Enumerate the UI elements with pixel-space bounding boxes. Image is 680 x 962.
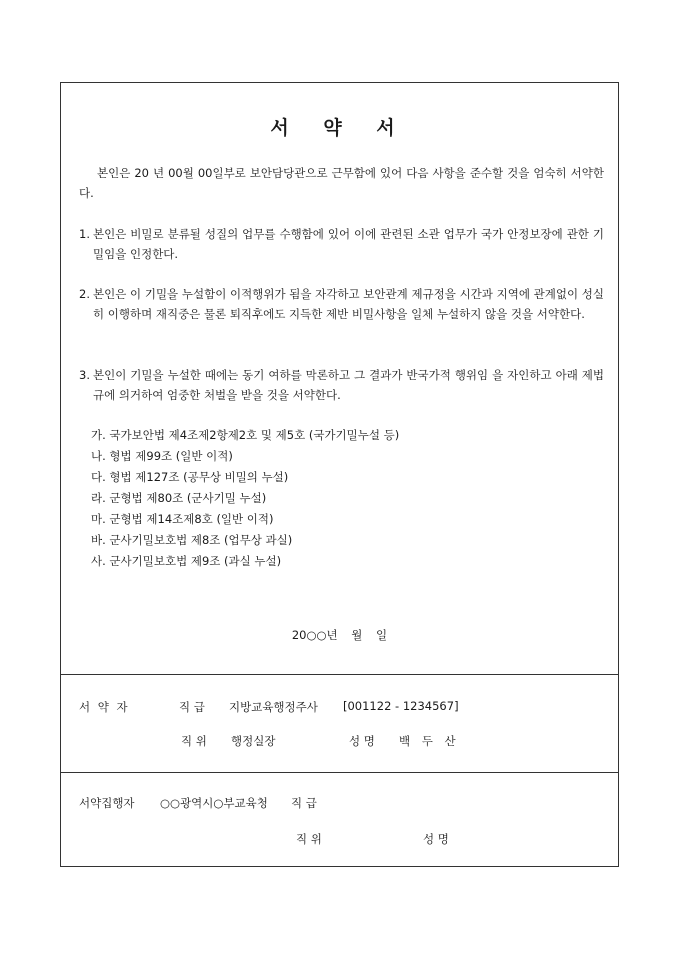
pledger-id-number: [001122 - 1234567] bbox=[343, 699, 459, 713]
law-item: 나. 형법 제99조 (일반 이적) bbox=[91, 449, 233, 463]
executor-section bbox=[61, 772, 618, 867]
executor-grade-label: 직 급 bbox=[291, 796, 317, 810]
pledge-item-2 bbox=[79, 284, 604, 324]
pledger-section bbox=[61, 674, 618, 773]
executor-label: 서약집행자 bbox=[79, 796, 135, 810]
pledger-position-label: 직 위 bbox=[181, 734, 207, 748]
item-number: 1. bbox=[79, 227, 90, 241]
item-text: 본인이 기밀을 누설한 때에는 동기 여하를 막론하고 그 결과가 반국가적 행위임 을 자인하고 아래 제법규에 의거하여 엄중한 처벌을 받을 것을 서약한다. bbox=[93, 368, 604, 402]
law-item: 가. 국가보안법 제4조제2항제2호 및 제5호 (국가기밀누설 등) bbox=[91, 428, 400, 442]
item-number: 2. bbox=[79, 287, 90, 301]
item-text: 본인은 비밀로 분류될 성질의 업무를 수행함에 있어 이에 관련된 소관 업무가 국가 안정보장에 관한 기밀임을 인정한다. bbox=[93, 227, 604, 261]
law-item: 마. 군형법 제14조제8호 (일반 이적) bbox=[91, 512, 274, 526]
law-list bbox=[91, 425, 399, 572]
pledge-date: 20○○년 월 일 bbox=[291, 628, 388, 642]
law-item: 바. 군사기밀보호법 제8조 (업무상 과실) bbox=[91, 533, 293, 547]
pledger-label: 서 약 자 bbox=[79, 700, 130, 714]
law-item: 사. 군사기밀보호법 제9조 (과실 누설) bbox=[91, 554, 282, 568]
executor-org: ○○광역시○부교육청 bbox=[160, 796, 268, 810]
pledger-name-label: 성 명 bbox=[349, 734, 375, 748]
law-item: 라. 군형법 제80조 (군사기밀 누설) bbox=[91, 491, 267, 505]
law-item: 다. 형법 제127조 (공무상 비밀의 누설) bbox=[91, 470, 289, 484]
document-title: 서 약 서 bbox=[270, 117, 409, 139]
pledger-grade-value: 지방교육행정주사 bbox=[229, 700, 318, 714]
executor-position-label: 직 위 bbox=[296, 832, 322, 846]
item-number: 3. bbox=[79, 368, 90, 382]
pledger-name-value: 백 두 산 bbox=[399, 734, 460, 748]
pledge-item-1 bbox=[79, 224, 604, 264]
executor-name-label: 성 명 bbox=[423, 832, 449, 846]
pledger-position-value: 행정실장 bbox=[231, 734, 276, 748]
pledger-grade-label: 직 급 bbox=[179, 700, 205, 714]
pledge-body-section bbox=[61, 83, 618, 674]
item-text: 본인은 이 기밀을 누설함이 이적행위가 됨을 자각하고 보안관계 제규정을 시간과 지역에 관계없이 성실히 이행하며 재직중은 물론 퇴직후에도 지득한 제반 비밀사항을 일체 누설하지 않을 것을 서약한다. bbox=[93, 287, 604, 321]
pledge-item-3 bbox=[79, 365, 604, 405]
intro-paragraph: 본인은 20 년 00월 00일부로 보안담당관으로 근무함에 있어 다음 사항을 준수할 것을 엄숙히 서약한다. bbox=[79, 166, 604, 200]
pledge-document bbox=[60, 82, 619, 867]
